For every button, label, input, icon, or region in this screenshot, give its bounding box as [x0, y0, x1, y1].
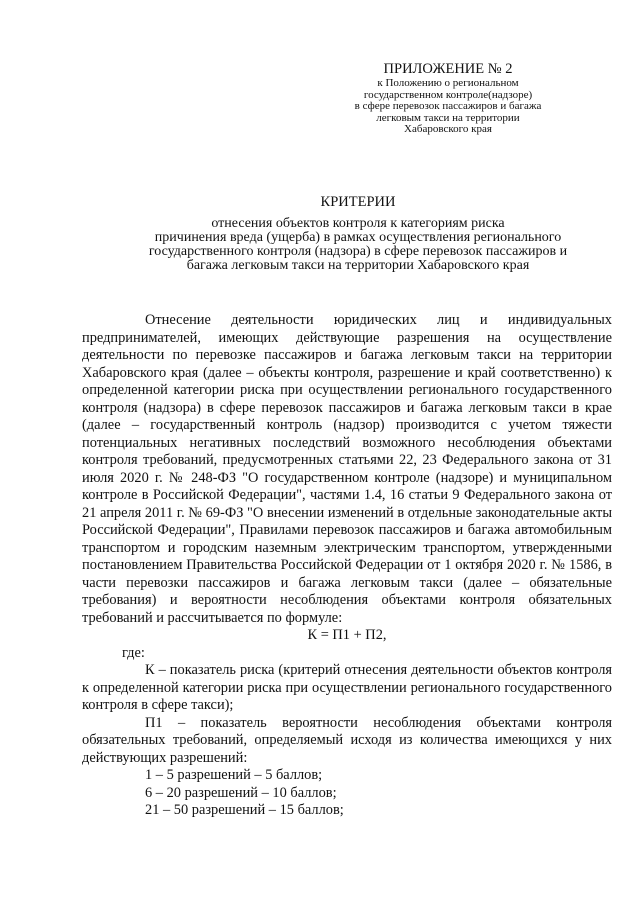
heading-line: причинения вреда (ущерба) в рамках осуществления регионального: [154, 230, 562, 245]
document-heading: [118, 193, 598, 273]
where-label: где:: [122, 644, 145, 661]
heading-line: отнесения объектов контроля к категориям риска: [211, 216, 505, 231]
appendix-line: к Положению о региональном: [377, 77, 519, 89]
definition-k: К – показатель риска (критерий отнесения деятельности объектов контроля к определенной категории риска при осуществлении регионального государственного контроля в сфере такси);: [82, 662, 612, 713]
risk-formula: К = П1 + П2,: [307, 627, 387, 643]
list-item: 21 – 50 разрешений – 15 баллов;: [145, 802, 344, 818]
appendix-title: ПРИЛОЖЕНИЕ № 2: [383, 61, 513, 77]
document-title: КРИТЕРИИ: [320, 194, 396, 210]
appendix-line: легковым такси на территории: [376, 111, 520, 124]
list-item: 6 – 20 разрешений – 10 баллов;: [145, 784, 337, 801]
appendix-line: государственном контроле(надзоре): [363, 88, 533, 101]
appendix-line: Хабаровского края: [404, 123, 492, 135]
heading-line: багажа легковым такси на территории Хабаровского края: [186, 258, 530, 273]
definition-p1: П1 – показатель вероятности несоблюдения объектами контроля обязательных требований, определяемый исходя из количества имеющихся у них действующих разрешений:: [82, 714, 612, 766]
appendix-block: [328, 60, 568, 136]
appendix-line: в сфере перевозок пассажиров и багажа: [354, 100, 542, 112]
list-item: 1 – 5 разрешений – 5 баллов;: [145, 767, 323, 783]
intro-paragraph: Отнесение деятельности юридических лиц и индивидуальных предпринимателей, имеющих действующие разрешения на осуществление деятельности по перевозке пассажиров и багажа легковым такси на территории Хабаровского края (далее – объекты контроля, разрешение и край соответственно) к определенной категории риска при осуществлении регионального государственного контроля (надзора) в сфере перевозок пассажиров и багажа легковым такси в крае (далее – государственный контроль (надзор) производится с учетом тяжести потенциальных негативных последствий возможного несоблюдения объектами контроля требований, предусмотренных статьями 22, 23 Федерального закона от 31 июля 2020 г. № 248-ФЗ "О государственном контроле (надзоре) и муниципальном контроле в Российской Федерации", частями 1.4, 16 статьи 9 Федерального закона от 21 апреля 2011 г. № 69-ФЗ "О внесении изменений в отдельные законодательные акты Российской Федерации", Правилами перевозок пассажиров и багажа автомобильным транспортом и городским наземным электрическим транспортом, утвержденными постановлением Правительства Российской Федерации от 1 октября 2020 г. № 1586, в части перевозки пассажиров и багажа легковым такси (далее – обязательные требования) и вероятности несоблюдения объектами контроля обязательных требований и рассчитывается по формуле:: [82, 312, 612, 626]
document-body: [82, 312, 612, 820]
heading-line: государственного контроля (надзора) в сфере перевозок пассажиров и: [148, 244, 568, 259]
